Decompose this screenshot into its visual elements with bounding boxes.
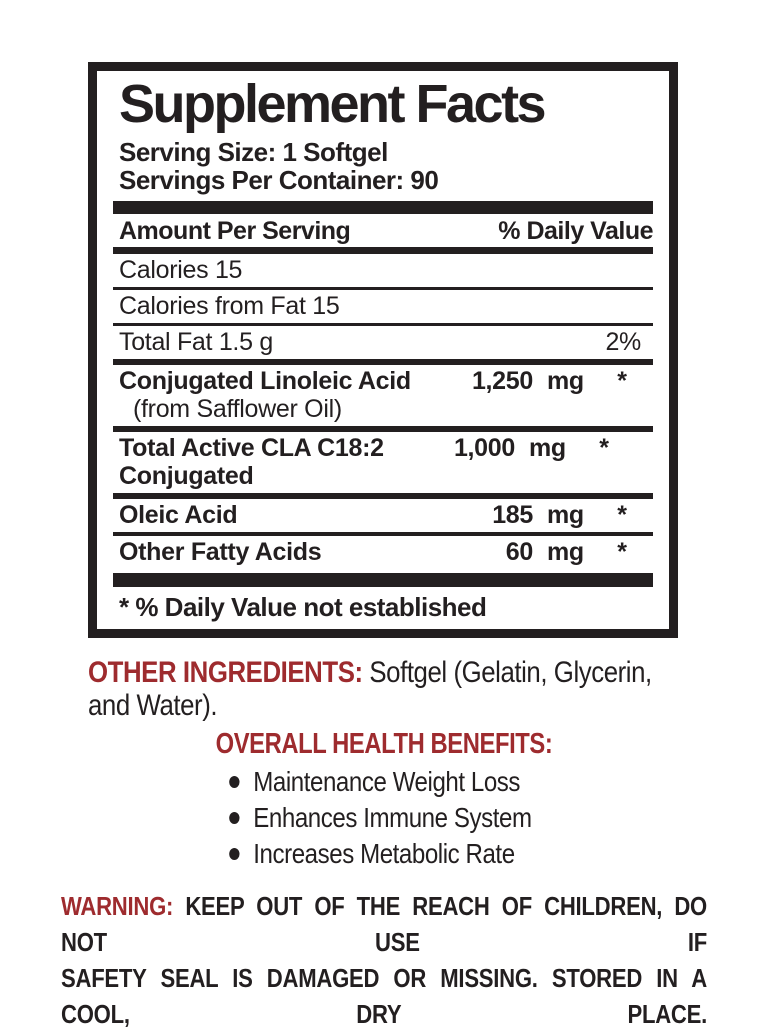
other-ingredients-text: Softgel (Gelatin, Glycerin, and Water). [88,656,652,722]
nutrient-name: Oleic Acid [119,501,238,530]
amount-per-serving-header: Amount Per Serving [119,217,351,246]
serving-info [113,138,653,194]
servings-per-container: Servings Per Container: 90 [119,165,439,196]
benefits-heading: OVERALL HEALTH BENEFITS: [215,728,553,760]
benefit-item [229,764,539,800]
benefit-item [229,836,539,872]
nutrient-unit: mg [547,501,584,530]
nutrient-daily-value: * [617,501,627,530]
warning-text-2: SAFETY SEAL IS DAMAGED OR MISSING. STORED IN A COOL, DRY PLACE. [61,963,707,1029]
divider-thick-bottom [113,573,653,587]
daily-value-footnote: * % Daily Value not established [119,592,487,623]
warning [61,888,707,1032]
nutrient-daily-value: * [617,538,627,567]
nutrient-row-total-fat [113,326,653,359]
nutrient-name: Total Fat 1.5 g [119,328,273,357]
benefits-list [54,764,714,872]
warning-label: WARNING: [61,891,174,921]
benefit-item [229,800,539,836]
nutrient-name [119,367,437,423]
nutrient-unit: mg [529,434,566,463]
warning-line-2 [61,960,707,1032]
nutrient-row-other-fatty-acids [113,536,653,569]
nutrient-amount: 1,250 [471,367,533,396]
other-ingredients [88,656,695,722]
nutrient-row-oleic-acid [113,499,653,532]
nutrient-name: Other Fatty Acids [119,538,322,567]
other-ingredients-label: OTHER INGREDIENTS: [88,656,363,689]
nutrient-row-calories [113,254,653,287]
bullet-icon [229,776,239,788]
nutrient-name: Calories 15 [119,256,243,285]
bullet-icon [229,812,239,824]
nutrient-daily-value: * [599,434,609,463]
nutrient-daily-value: * [617,367,627,396]
warning-line-1 [61,888,707,960]
nutrient-unit: mg [547,538,584,567]
serving-size: Serving Size: 1 Softgel [119,137,388,168]
nutrient-row-calories-from-fat [113,290,653,323]
benefit-text: Enhances Immune System [253,802,532,833]
supplement-facts-panel [88,62,678,638]
nutrient-unit: mg [547,367,584,396]
nutrient-name: Calories from Fat 15 [119,292,340,321]
nutrient-amount: 60 [505,538,533,567]
divider-thick-top [113,201,653,214]
nutrient-row-total-active-cla [113,432,653,493]
column-header-row [113,214,653,247]
nutrient-amount: 1,000 [453,434,515,463]
nutrient-name-main: Conjugated Linoleic Acid [119,367,411,396]
panel-title: Supplement Facts [119,74,545,134]
warning-text-1: KEEP OUT OF THE REACH OF CHILDREN, DO NOT USE IF [61,891,707,957]
nutrient-name: Total Active CLA C18:2 Conjugated [119,434,384,491]
benefit-text: Maintenance Weight Loss [253,766,521,797]
bullet-icon [229,848,239,860]
nutrient-daily-value: 2% [605,328,641,357]
nutrient-row-cla [113,365,653,426]
daily-value-header: % Daily Value [498,217,653,246]
nutrient-amount: 185 [492,501,533,530]
divider-medium [113,247,653,254]
benefit-text: Increases Metabolic Rate [253,838,515,869]
nutrient-name-sub: (from Safflower Oil) [133,395,342,424]
